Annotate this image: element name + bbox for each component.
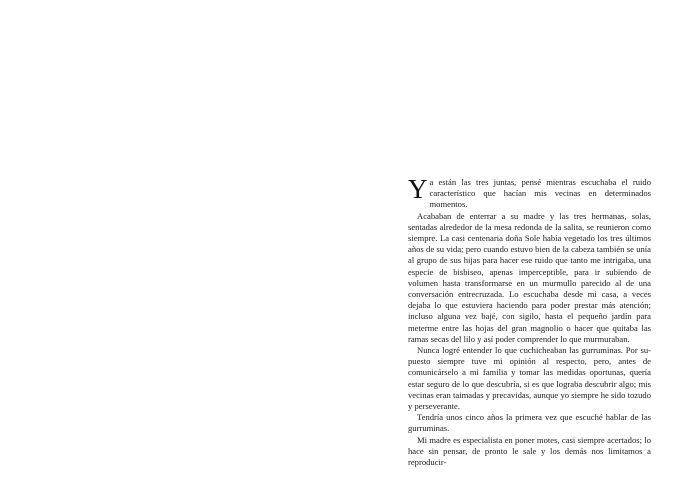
paragraph-1 (408, 174, 651, 211)
body-text (408, 174, 651, 468)
paragraph-4: Tendría unos cinco años la primera vez que escuché hablar de las gurruminas. (408, 412, 651, 434)
paragraph-2: Acababan de enterrar a su madre y las tres hermanas, solas, sentadas alrededor de la mesa redonda de la salita, se reunieron como siempre. La casi centenaria doña Sole había vegetado los tres últimos años de su vida; pero cuando estuvo bien de la cabeza también se unía al grupo de sus hijas para hacer ese ruido que tanto me intrigaba, una especie de bisbiseo, apenas imperceptible, para ir subiendo de volumen hasta transformarse en un murmullo parecido al de una conversación entrecruzada. Lo escuchaba desde mi casa, a veces dejaba lo que estuviera haciendo para poder prestar más atención; incluso alguna vez bajé, con sigilo, hasta el pequeño jardín para meterme entre las hojas del gran magnolio o hacer que quitaba las ramas secas del lilo y así poder comprender lo que murmuraban. (408, 210, 651, 344)
paragraph-5: Mi madre es especialista en poner motes, casi siempre acertados; lo hace sin pensar, de pronto le sale y los demás nos limitamos a reproducir- (408, 434, 651, 468)
paragraph-1-text: a están las tres juntas, pensé mientras escuchaba el ruido característico que hacían mis vecinas en determinados momentos. (429, 177, 651, 210)
paragraph-3: Nunca logré entender lo que cuchicheaban las gurruminas. Por supuesto siempre tuve mi opinión al respecto, pero, antes de comunicárselo a mi familia y tomar las medidas oportunas, quería estar seguro de lo que descubría, si es que lograba descubrir algo; mis vecinas eran taimadas y precavidas, aunque yo siempre he sido tozudo y perseverante. (408, 345, 651, 412)
drop-cap: Y (408, 174, 428, 204)
